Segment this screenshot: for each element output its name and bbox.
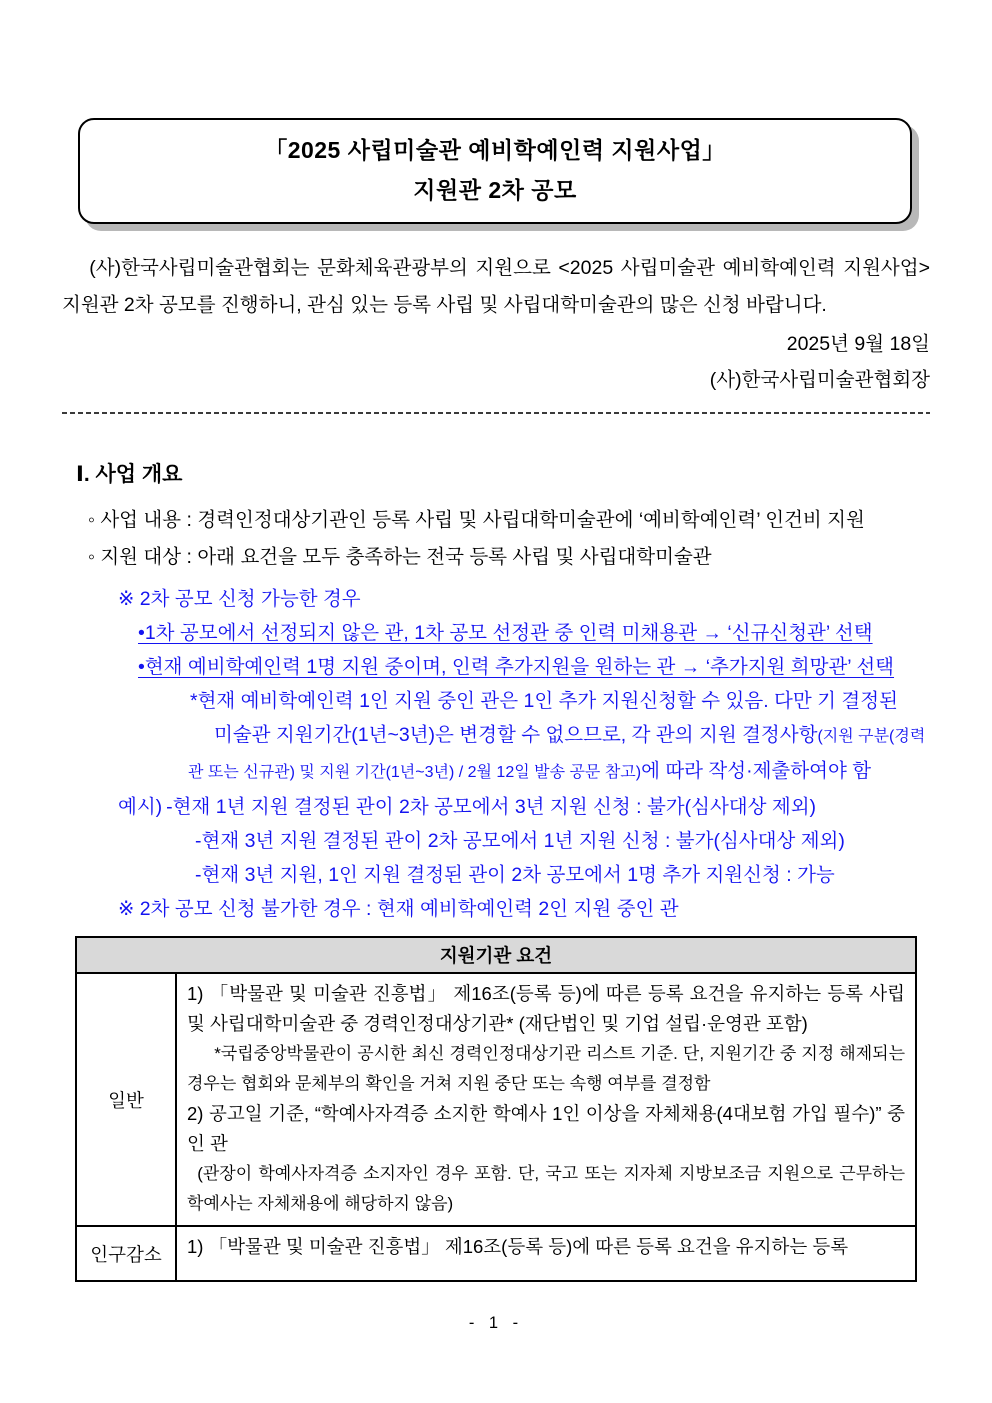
section1-heading: Ⅰ. 사업 개요 xyxy=(76,463,183,486)
note-detail-line-2 xyxy=(214,718,930,754)
document-body xyxy=(0,250,992,1333)
bullet-support-target: ◦ 지원 대상 : 아래 요건을 모두 충족하는 전국 등록 사립 및 사립대학미술관 xyxy=(88,546,712,568)
example-line-1 xyxy=(118,790,930,824)
page-number: - 1 - xyxy=(468,1314,524,1332)
detail2-text: 미술관 지원기간(1년~3년)은 변경할 수 없으므로, 각 관의 지원 결정사항 xyxy=(214,724,818,746)
detail3-text: 에 따라 작성·제출하여야 함 xyxy=(641,760,872,782)
general-para-4: (관장이 학예사자격증 소지자인 경우 포함. 단, 국고 또는 지자체 지방보조금 지원으로 근무하는 학예사는 자체채용에 해당하지 않음) xyxy=(187,1164,905,1213)
detail1-text: *현재 예비학예인력 1인 지원 중인 관은 1인 추가 지원신청할 수 있음. 다만 기 결정된 xyxy=(190,690,898,712)
row-content-population-decline xyxy=(176,1226,916,1281)
population-para-1: 1) 「박물관 및 미술관 진흥법」 제16조(등록 등)에 따른 등록 요건을 유지하는 등록 xyxy=(187,1236,849,1257)
bullet-business-content: ◦ 사업 내용 : 경력인정대상기관인 등록 사립 및 사립대학미술관에 ‘예비학예인력’ 인건비 지원 xyxy=(88,509,865,531)
note-allowed-title: ※ 2차 공모 신청 가능한 경우 xyxy=(118,588,361,610)
section1-bullets xyxy=(62,502,930,576)
note-disallowed: ※ 2차 공모 신청 불가한 경우 : 현재 예비학예인력 2인 지원 중인 관 xyxy=(118,898,679,920)
blue-notes-block xyxy=(62,582,930,926)
examples-label: 예시) xyxy=(118,796,163,818)
general-para-3: 2) 공고일 기준, “학예사자격증 소지한 학예사 1인 이상을 자체채용(4대보험 가입 필수)” 중인 관 xyxy=(187,1103,905,1154)
table-row-general xyxy=(76,973,916,1226)
table-row-population-decline xyxy=(76,1226,916,1281)
example1-text: -현재 1년 지원 결정된 관이 2차 공모에서 3년 지원 신청 : 불가(심사대상 제외) xyxy=(166,796,817,818)
detail2-small-text: (지원 구분(경력 xyxy=(817,728,926,745)
dashed-separator xyxy=(62,412,930,414)
row-label-general: 일반 xyxy=(76,973,176,1226)
title-box xyxy=(78,118,912,224)
note-detail-line-3 xyxy=(188,754,930,790)
example-line-3: -현재 3년 지원, 1인 지원 결정된 관이 2차 공모에서 1명 추가 지원신청 : 가능 xyxy=(195,864,835,886)
table-header-row xyxy=(76,937,916,973)
note-allowed-item-1: •1차 공모에서 선정되지 않은 관, 1차 공모 선정관 중 인력 미채용관 → ‘신규신청관’ 선택 xyxy=(138,622,873,644)
announcement-date: 2025년 9월 18일 xyxy=(786,333,930,355)
note-allowed-item-2: •현재 예비학예인력 1명 지원 중이며, 인력 추가지원을 원하는 관 → ‘추가지원 희망관’ 선택 xyxy=(138,656,895,678)
example-line-2: -현재 3년 지원 결정된 관이 2차 공모에서 1년 지원 신청 : 불가(심사대상 제외) xyxy=(195,830,845,852)
document-title-line1: 「2025 사립미술관 예비학예인력 지원사업」 xyxy=(264,137,726,163)
requirements-table xyxy=(75,936,917,1282)
announcement-signer: (사)한국사립미술관협회장 xyxy=(709,369,930,391)
document-title-line2: 지원관 2차 공모 xyxy=(413,177,577,203)
row-content-general xyxy=(176,973,916,1226)
note-detail-line-1 xyxy=(190,684,930,718)
general-para-1: 1) 「박물관 및 미술관 진흥법」 제16조(등록 등)에 따른 등록 요건을 유지하는 등록 사립 및 사립대학미술관 중 경력인정대상기관* (재단법인 및 기업 설립·운영관 포함) xyxy=(187,983,905,1034)
table-header-cell: 지원기관 요건 xyxy=(76,937,916,973)
detail3-small-text: 관 또는 신규관) 및 지원 기간(1년~3년) / 2월 12일 발송 공문 참고) xyxy=(188,764,642,781)
general-para-2: *국립중앙박물관이 공시한 최신 경력인정대상기관 리스트 기준. 단, 지원기간 중 지정 해제되는 경우는 협회와 문체부의 확인을 거쳐 지원 중단 또는 속행 여부를 결정함 xyxy=(187,1044,905,1093)
row-label-population-decline: 인구감소 xyxy=(76,1226,176,1281)
intro-paragraph: (사)한국사립미술관협회는 문화체육관광부의 지원으로 <2025 사립미술관 예비학예인력 지원사업> 지원관 2차 공모를 진행하니, 관심 있는 등록 사립 및 사립대학미술관의 많은 신청 바랍니다. xyxy=(62,257,930,316)
